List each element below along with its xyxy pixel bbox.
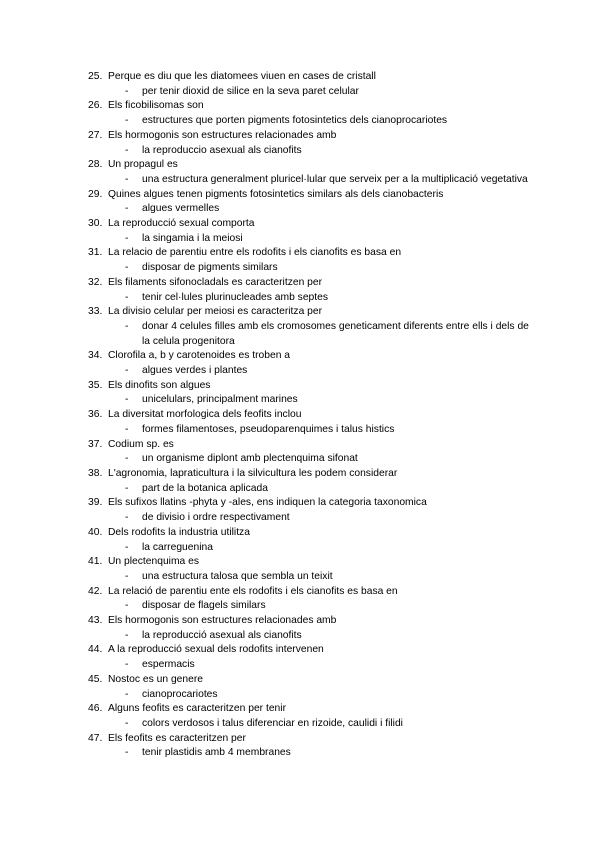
answer-bullet: - — [125, 717, 129, 729]
answer-line — [88, 482, 538, 497]
question-number: 40. — [88, 526, 103, 538]
question-item — [88, 614, 538, 643]
answer-line — [88, 202, 538, 217]
answer-text: part de la botanica aplicada — [142, 482, 268, 494]
answer-bullet: - — [125, 85, 129, 97]
question-text: Els sufixos llatins -phyta y -ales, ens indiquen la categoria taxonomica — [108, 497, 427, 509]
answer-text: tenir plastidis amb 4 membranes — [142, 747, 291, 759]
answer-bullet: - — [125, 394, 129, 406]
answer-text: estructures que porten pigments fotosintetics dels cianoprocariotes — [142, 115, 448, 127]
question-line — [88, 276, 538, 291]
answer-line — [88, 570, 538, 585]
question-text: Perque es diu que les diatomees viuen en cases de cristall — [108, 71, 376, 82]
question-number: 38. — [88, 467, 103, 479]
answer-bullet: - — [125, 541, 129, 553]
question-text: La diversitat morfologica dels feofits inclou — [108, 409, 302, 421]
question-number: 36. — [88, 409, 103, 421]
question-line — [88, 643, 538, 658]
answer-line — [88, 541, 538, 556]
question-line — [88, 585, 538, 600]
question-number: 46. — [88, 703, 103, 715]
answer-bullet: - — [125, 144, 129, 156]
question-text: L'agronomia, lapraticultura i la silvicultura les podem considerar — [108, 467, 398, 479]
question-number: 30. — [88, 218, 103, 230]
question-text: Quines algues tenen pigments fotosintetics similars als dels cianobacteris — [108, 188, 444, 200]
question-item — [88, 467, 538, 496]
question-text: Els filaments sifonocladals es caracteritzen per — [108, 276, 323, 288]
question-text: Clorofila a, b y carotenoides es troben a — [108, 350, 291, 362]
answer-bullet: - — [125, 232, 129, 244]
answer-bullet: - — [125, 173, 129, 185]
question-line — [88, 408, 538, 423]
question-item — [88, 673, 538, 702]
question-item — [88, 70, 538, 99]
answer-bullet: - — [125, 600, 129, 612]
answer-line — [88, 599, 538, 614]
answer-text: donar 4 celules filles amb els cromosomes geneticament diferents entre ells i dels de la celula progenitora — [142, 320, 529, 347]
question-item — [88, 99, 538, 128]
answer-text: algues verdes i plantes — [142, 365, 248, 377]
question-text: Nostoc es un genere — [108, 673, 204, 685]
answer-bullet: - — [125, 629, 129, 641]
answer-line — [88, 173, 538, 188]
question-line — [88, 217, 538, 232]
answer-line — [88, 717, 538, 732]
question-number: 45. — [88, 673, 103, 685]
question-number: 37. — [88, 438, 103, 450]
question-item — [88, 643, 538, 672]
question-item — [88, 305, 538, 349]
question-number: 47. — [88, 732, 103, 744]
answer-text: la reproduccio asexual als cianofits — [142, 144, 302, 156]
question-number: 42. — [88, 585, 103, 597]
answer-line — [88, 261, 538, 276]
question-line — [88, 555, 538, 570]
question-line — [88, 526, 538, 541]
question-line — [88, 349, 538, 364]
question-number: 25. — [88, 71, 103, 82]
answer-line — [88, 658, 538, 673]
question-text: Els ficobilisomas son — [108, 100, 204, 112]
answer-text: per tenir dioxid de silice en la seva paret celular — [142, 85, 359, 97]
question-item — [88, 408, 538, 437]
question-line — [88, 305, 538, 320]
question-number: 29. — [88, 188, 103, 200]
question-number: 28. — [88, 159, 103, 171]
answer-bullet: - — [125, 512, 129, 524]
answer-line — [88, 232, 538, 247]
question-item — [88, 129, 538, 158]
question-item — [88, 158, 538, 187]
question-line — [88, 438, 538, 453]
answer-line — [88, 511, 538, 526]
answer-text: disposar de flagels similars — [142, 600, 266, 612]
question-text: Els dinofits son algues — [108, 379, 211, 391]
answer-bullet: - — [125, 453, 129, 465]
question-number: 34. — [88, 350, 103, 362]
answer-line — [88, 629, 538, 644]
answer-line — [88, 393, 538, 408]
question-item — [88, 438, 538, 467]
answer-line — [88, 114, 538, 129]
question-item — [88, 496, 538, 525]
question-text: Els hormogonis son estructures relacionades amb — [108, 129, 337, 141]
answer-text: disposar de pigments similars — [142, 262, 278, 274]
answer-bullet: - — [125, 747, 129, 759]
answer-text: colors verdosos i talus diferenciar en rizoide, caulidi i filidi — [142, 717, 403, 729]
answer-bullet: - — [125, 570, 129, 582]
question-text: Els hormogonis son estructures relacionades amb — [108, 615, 337, 627]
answer-line — [88, 291, 538, 306]
answer-text: una estructura generalment pluricel·lular que serveix per a la multiplicació vegetativa — [142, 173, 528, 185]
question-line — [88, 99, 538, 114]
answer-line — [88, 746, 538, 761]
question-line — [88, 702, 538, 717]
question-item — [88, 526, 538, 555]
question-item — [88, 379, 538, 408]
answer-text: tenir cel·lules plurinucleades amb septes — [142, 291, 329, 303]
question-item — [88, 217, 538, 246]
question-text: La divisio celular per meiosi es caracteritza per — [108, 306, 323, 318]
question-number: 41. — [88, 556, 103, 568]
answer-line — [88, 364, 538, 379]
question-number: 26. — [88, 100, 103, 112]
question-text: Els feofits es caracteritzen per — [108, 732, 246, 744]
answer-bullet: - — [125, 115, 129, 127]
answer-text: una estructura talosa que sembla un teixit — [142, 570, 333, 582]
question-item — [88, 188, 538, 217]
answer-text: cianoprocariotes — [142, 688, 218, 700]
answer-bullet: - — [125, 688, 129, 700]
answer-bullet: - — [125, 659, 129, 671]
answer-bullet: - — [125, 262, 129, 274]
question-item — [88, 276, 538, 305]
question-line — [88, 467, 538, 482]
answer-text: algues vermelles — [142, 203, 220, 215]
answer-text: formes filamentoses, pseudoparenquimes i talus histics — [142, 423, 395, 435]
answer-line — [88, 688, 538, 703]
question-line — [88, 496, 538, 511]
question-item — [88, 585, 538, 614]
answer-line — [88, 423, 538, 438]
question-text: A la reproducció sexual dels rodofits intervenen — [108, 644, 324, 656]
answer-text: de divisio i ordre respectivament — [142, 512, 290, 524]
question-item — [88, 555, 538, 584]
question-item — [88, 349, 538, 378]
question-number: 33. — [88, 306, 103, 318]
answer-text: la carreguenina — [142, 541, 213, 553]
question-item — [88, 246, 538, 275]
question-line — [88, 379, 538, 394]
answer-bullet: - — [125, 203, 129, 215]
answer-bullet: - — [125, 423, 129, 435]
answer-bullet: - — [125, 482, 129, 494]
question-text: Codium sp. es — [108, 438, 174, 450]
question-number: 27. — [88, 129, 103, 141]
question-line — [88, 732, 538, 747]
answer-line — [88, 452, 538, 467]
answer-text: la singamia i la meiosi — [142, 232, 243, 244]
answer-bullet: - — [125, 291, 129, 303]
question-text: La relacio de parentiu entre els rodofits i els cianofits es basa en — [108, 247, 402, 259]
question-line — [88, 70, 538, 85]
question-line — [88, 673, 538, 688]
question-text: La reproducció sexual comporta — [108, 218, 255, 230]
answer-line — [88, 320, 538, 349]
answer-line — [88, 85, 538, 100]
question-text: La relació de parentiu ente els rodofits i els cianofits es basa en — [108, 585, 398, 597]
answer-text: la reproducció asexual als cianofits — [142, 629, 302, 641]
question-number: 44. — [88, 644, 103, 656]
answer-text: espermacis — [142, 659, 195, 671]
question-text: Dels rodofits la industria utilitza — [108, 526, 250, 538]
question-item — [88, 702, 538, 731]
question-line — [88, 129, 538, 144]
question-number: 35. — [88, 379, 103, 391]
question-text: Un propagul es — [108, 159, 178, 171]
question-line — [88, 188, 538, 203]
question-text: Un plectenquima es — [108, 556, 200, 568]
question-line — [88, 246, 538, 261]
question-number: 32. — [88, 276, 103, 288]
answer-text: unicelulars, principalment marines — [142, 394, 298, 406]
question-number: 39. — [88, 497, 103, 509]
question-line — [88, 158, 538, 173]
question-line — [88, 614, 538, 629]
question-item — [88, 732, 538, 761]
answer-text: un organisme diplont amb plectenquima sifonat — [142, 453, 358, 465]
question-number: 43. — [88, 615, 103, 627]
answer-line — [88, 144, 538, 159]
answer-bullet: - — [125, 365, 129, 377]
question-list — [88, 70, 538, 761]
question-text: Alguns feofits es caracteritzen per tenir — [108, 703, 286, 715]
answer-bullet: - — [125, 320, 129, 332]
question-number: 31. — [88, 247, 103, 259]
